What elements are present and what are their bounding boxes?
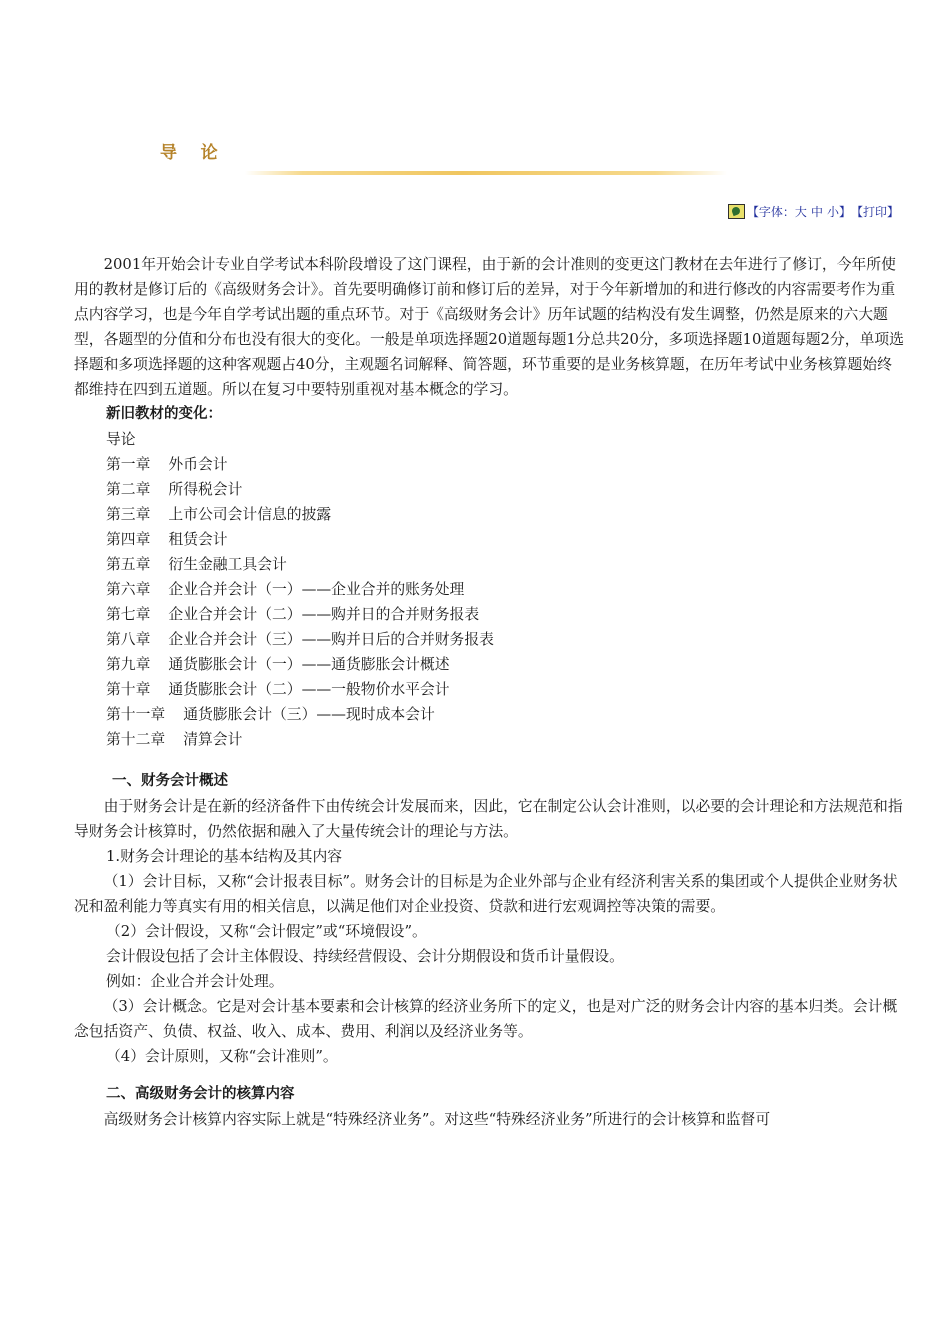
font-size-large-link[interactable]: 大 [794,205,807,219]
section1-paragraph-6: 例如：企业合并会计处理。 [106,973,284,990]
chapter-number: 第四章 [106,531,151,548]
chapter-intro-item: 导论 [106,431,136,448]
chapter-title: 通货膨胀会计（三）——现时成本会计 [183,706,435,723]
chapter-list [74,452,906,752]
font-label: 【字体： [746,205,795,219]
section2-heading: 二、高级财务会计的核算内容 [106,1086,295,1102]
font-size-small-link[interactable]: 小 [826,205,839,219]
chapter-number: 第一章 [106,456,151,473]
chapter-title: 企业合并会计（二）——购并日的合并财务报表 [168,606,480,623]
chapter-number: 第二章 [106,481,151,498]
chapter-title: 租赁会计 [168,531,228,548]
chapter-title: 通货膨胀会计（二）——一般物价水平会计 [168,681,450,698]
chapter-title: 上市公司会计信息的披露 [168,506,332,523]
leaf-icon [728,204,745,219]
chapter-item [74,602,906,627]
font-size-medium-link[interactable]: 中 [810,205,823,219]
page-title: 导 论 [160,143,218,163]
chapter-number: 第七章 [106,606,151,623]
chapter-number: 第八章 [106,631,151,648]
chapter-title: 通货膨胀会计（一）——通货膨胀会计概述 [168,656,450,673]
chapter-item [74,477,906,502]
chapter-number: 第十一章 [106,706,166,723]
chapter-item [74,552,906,577]
chapter-item [74,627,906,652]
chapter-title: 企业合并会计（三）——购并日后的合并财务报表 [168,631,494,648]
section1-paragraph-1: 由于财务会计是在新的经济备件下由传统会计发展而来，因此，它在制定公认会计准则，以必要的会计理论和方法规范和指导财务会计核算时，仍然依据和融入了大量传统会计的理论与方法。 [74,798,903,840]
changes-heading: 新旧教材的变化： [106,406,222,422]
font-label-close: 】 [838,205,851,219]
chapter-item [74,727,906,752]
intro-paragraph: 2001年开始会计专业自学考试本科阶段增设了这门课程，由于新的会计准则的变更这门教材在去年进行了修订，今年所使用的教材是修订后的《高级财务会计》。首先要明确修订前和修订后的差异，对于今年新增加的和进行修改的内容需要考作为重点内容学习，也是今年自学考试出题的重点环节。对于《高级财务会计》历年试题的结构没有发生调整，仍然是原来的六大题型，各题型的分值和分布也没有很大的变化。一般是单项选择题20道题每题1分总共20分，多项选择题10道题每题2分，单项选择题和多项选择题的这种客观题占40分，主观题名词解释、简答题，环节重要的是业务核算题，在历年考试中业务核算题始终都维持在四到五道题。所以在复习中要特别重视对基本概念的学习。 [74,256,904,398]
chapter-item [74,702,906,727]
chapter-number: 第九章 [106,656,151,673]
chapter-number: 第三章 [106,506,151,523]
chapter-item [74,527,906,552]
chapter-item [74,677,906,702]
section1-heading: 一、财务会计概述 [112,773,228,789]
section1-paragraph-4: （2）会计假设，又称“会计假定”或“环境假设”。 [106,923,427,940]
chapter-item [74,652,906,677]
chapter-title: 清算会计 [183,731,243,748]
chapter-number: 第十二章 [106,731,166,748]
section1-paragraph-8: （4）会计原则，又称“会计准则”。 [106,1048,338,1065]
section2-paragraph-1: 高级财务会计核算内容实际上就是“特殊经济业务”。对这些“特殊经济业务”所进行的会计核算和监督可 [103,1111,771,1128]
title-divider [245,171,727,175]
article-body [74,252,906,1132]
chapter-title: 所得税会计 [168,481,243,498]
chapter-title: 衍生金融工具会计 [168,556,287,573]
font-toolbar [728,203,899,220]
section1-paragraph-5: 会计假设包括了会计主体假设、持续经营假设、会计分期假设和货币计量假设。 [106,948,624,965]
chapter-title: 企业合并会计（一）——企业合并的账务处理 [168,581,465,598]
chapter-title: 外币会计 [168,456,228,473]
print-link[interactable]: 【打印】 [850,205,899,219]
chapter-number: 第五章 [106,556,151,573]
chapter-item [74,577,906,602]
section1-paragraph-3: （1）会计目标，又称“会计报表目标”。财务会计的目标是为企业外部与企业有经济利害关系的集团或个人提供企业财务状况和盈利能力等真实有用的相关信息，以满足他们对企业投资、贷款和进行宏观调控等决策的需要。 [74,873,898,915]
chapter-item [74,452,906,477]
chapter-item [74,502,906,527]
chapter-number: 第六章 [106,581,151,598]
chapter-number: 第十章 [106,681,151,698]
section1-paragraph-7: （3）会计概念。它是对会计基本要素和会计核算的经济业务所下的定义，也是对广泛的财务会计内容的基本归类。会计概念包括资产、负债、权益、收入、成本、费用、利润以及经济业务等。 [74,998,898,1040]
section1-paragraph-2: 1.财务会计理论的基本结构及其内容 [106,848,343,865]
